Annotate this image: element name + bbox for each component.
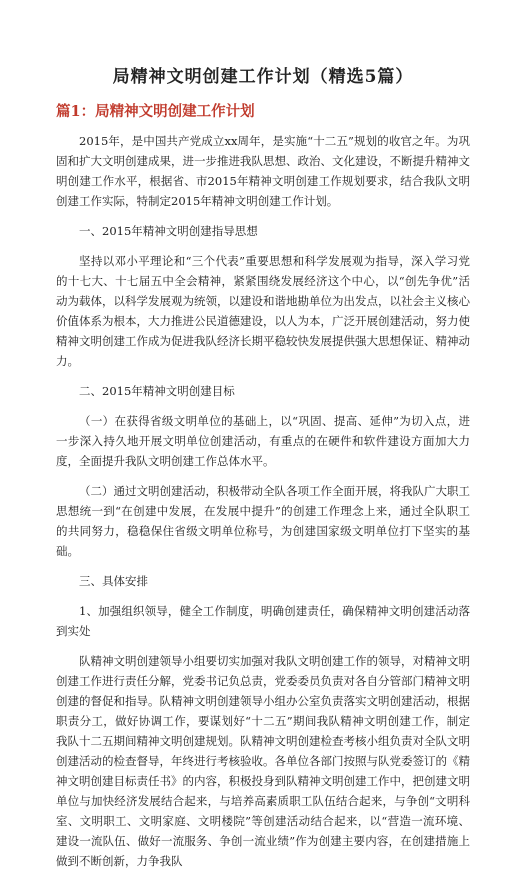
section-title: 篇1：局精神文明创建工作计划 xyxy=(56,103,255,120)
heading-arrangements: 三、具体安排 xyxy=(79,574,148,588)
paragraph-intro: 2015年，是中国共产党成立xx周年，是实施“十二五”规划的收官之年。为巩固和扩大文明创建成果，进一步推进我队思想、政治、文化建设，不断提升精神文明创建工作水平，根据省、市2015年精神文明创建工作规划要求，结合我队文明创建工作实际，特制定2015年精神文明创建工作计划。 xyxy=(56,134,470,208)
document-title: 局精神文明创建工作计划（精选5篇） xyxy=(112,67,414,87)
paragraph-guiding-ideology: 坚持以邓小平理论和“三个代表”重要思想和科学发展观为指导，深入学习党的十七大、十七届五中全会精神，紧紧围绕发展经济这个中心，以“创先争优”活动为载体，以科学发展观为统领，以建设和谐地勘单位为出发点，以社会主义核心价值体系为根本，大力推进公民道德建设，以人为本，广泛开展创建活动，努力使精神文明创建工作成为促进我队经济长期平稳较快发展提供强大思想保证、精神动力。 xyxy=(56,254,470,368)
heading-goals: 二、2015年精神文明创建目标 xyxy=(79,384,235,398)
paragraph-goal-1: （一）在获得省级文明单位的基础上，以“巩固、提高、延伸”为切入点，进一步深入持久地开展文明单位创建活动，有重点的在硬件和软件建设方面加大力度，全面提升我队文明创建工作总体水平。 xyxy=(56,414,470,468)
paragraph-arrangement-1: 队精神文明创建领导小组要切实加强对我队文明创建工作的领导，对精神文明创建工作进行责任分解，党委书记负总责，党委委员负责对各自分管部门精神文明创建的督促和指导。队精神文明创建领导小组办公室负责落实文明创建活动，根据职责分工，做好协调工作，要谋划好“十二五”期间我队精神文明创建工作，制定我队十二五期间精神文明创建规划。队精神文明创建检查考核小组负责对全队文明创建活动的检查督导，年终进行考核验收。各单位各部门按照与队党委签订的《精神文明创建目标责任书》的内容，积极投身到队精神文明创建工作中，把创建文明单位与加快经济发展结合起来，与培养高素质职工队伍结合起来，与争创“文明科室、文明职工、文明家庭、文明楼院”等创建活动结合起来，以“营造一流环境、建设一流队伍、做好一流服务、争创一流业绩”作为创建主要内容，在创建措施上做到不断创新，力争我队 xyxy=(56,654,470,868)
paragraph-goal-2: （二）通过文明创建活动，积极带动全队各项工作全面开展，将我队广大职工思想统一到“在创建中发展，在发展中提升”的创建工作理念上来，通过全队职工的共同努力，稳稳保住省级文明单位称号，为创建国家级文明单位打下坚实的基础。 xyxy=(56,484,470,558)
heading-arrangement-1: 1、加强组织领导，健全工作制度，明确创建责任，确保精神文明创建活动落到实处 xyxy=(56,604,470,638)
heading-guiding-ideology: 一、2015年精神文明创建指导思想 xyxy=(79,224,258,238)
